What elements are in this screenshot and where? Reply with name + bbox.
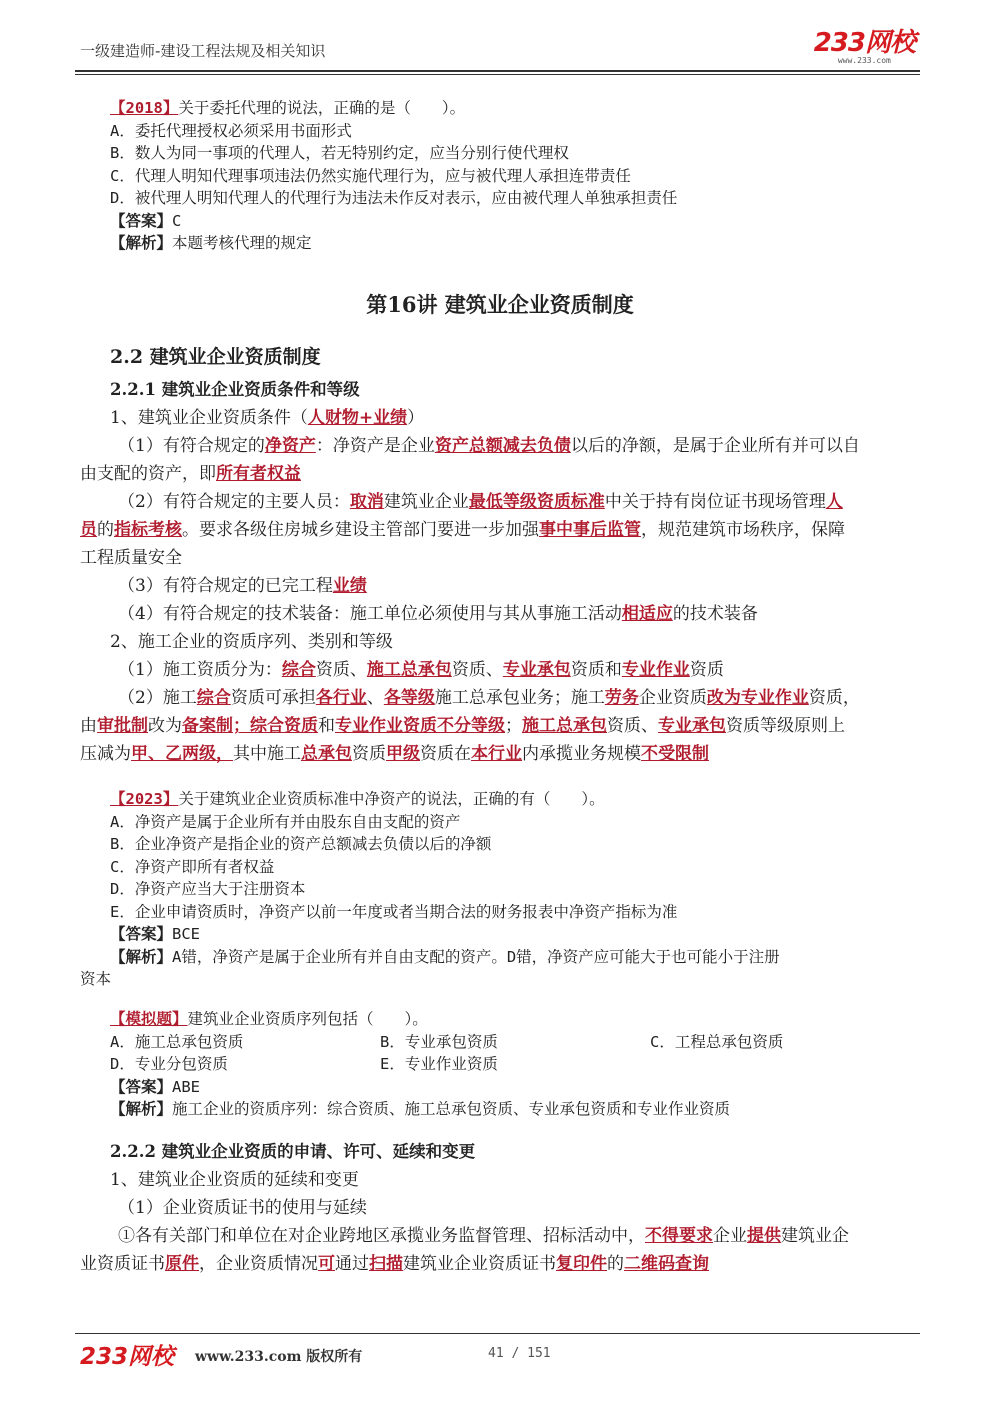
text: 建筑业企业资质证书 xyxy=(403,1254,556,1274)
option-a: A．施工总承包资质 xyxy=(110,1032,244,1051)
highlight: 专业作业资质不分等级 xyxy=(335,716,505,736)
analysis-text: 本题考核代理的规定 xyxy=(172,234,312,252)
text: 以后的净额，是属于企业所有并可以自 xyxy=(570,436,860,456)
option-b: B．企业净资产是指企业的资产总额减去负债以后的净额 xyxy=(110,835,492,853)
text: 资质和 xyxy=(570,660,622,680)
highlight: 最低等级资质标准 xyxy=(468,492,605,512)
question-stem xyxy=(110,1008,925,1031)
highlight: 备案制；综合资质 xyxy=(182,716,318,736)
text: 压减为 xyxy=(80,744,131,764)
highlight: 综合 xyxy=(196,688,231,708)
answer-line xyxy=(80,923,925,946)
answer-tag: 【答案】 xyxy=(110,1077,173,1096)
highlight: 专业承包 xyxy=(502,660,571,680)
highlight: 各等级 xyxy=(383,688,435,708)
header-rule-thin xyxy=(75,74,920,75)
question-tag: 【2023】 xyxy=(110,790,179,808)
question-mock xyxy=(110,1008,925,1121)
options-row-2 xyxy=(110,1053,925,1076)
paragraph-qualification-reform xyxy=(80,684,925,768)
highlight: 甲、乙两级， xyxy=(131,744,233,764)
paragraph-performance xyxy=(80,572,925,600)
option-b: B．专业承包资质 xyxy=(380,1032,498,1051)
option-d: D．净资产应当大于注册资本 xyxy=(110,880,306,898)
answer-tag: 【答案】 xyxy=(110,925,173,943)
section-body xyxy=(110,376,920,404)
analysis-tag: 【解析】 xyxy=(110,1100,173,1118)
stem-text: 关于建筑业企业资质标准中净资产的说法，正确的有（ ）。 xyxy=(178,790,605,808)
text: 、 xyxy=(366,688,384,708)
paragraph-equipment xyxy=(80,600,925,628)
highlight: 甲级 xyxy=(386,744,420,764)
option-c: C．代理人明知代理事项违法仍然实施代理行为，应与被代理人承担连带责任 xyxy=(110,166,631,185)
answer-line xyxy=(110,210,677,233)
item-heading: 1、建筑业企业资质的延续和变更 xyxy=(110,1170,359,1190)
highlight: 专业承包 xyxy=(658,716,726,736)
paragraph-qualification-types xyxy=(80,656,925,684)
highlight: 扫描 xyxy=(369,1254,403,1274)
section-2-2-2 xyxy=(80,1138,925,1278)
analysis-line xyxy=(110,1098,925,1121)
text: ） xyxy=(407,408,425,428)
highlight: 二维码查询 xyxy=(624,1254,709,1274)
text: 的 xyxy=(97,520,114,540)
footer-rule xyxy=(75,1333,920,1334)
highlight: 指标考核 xyxy=(114,520,182,540)
header-rule xyxy=(75,70,920,72)
highlight: 资产总额减去负债 xyxy=(434,436,571,456)
option-c: C．工程总承包资质 xyxy=(650,1032,784,1051)
item-subheading: （1）企业资质证书的使用与延续 xyxy=(118,1198,367,1218)
highlight: 复印件 xyxy=(556,1254,607,1274)
text: 由 xyxy=(80,716,97,736)
option-a: A．净资产是属于企业所有并由股东自由支配的资产 xyxy=(110,812,461,831)
text: 改为 xyxy=(148,716,182,736)
text: （3）有符合规定的已完工程 xyxy=(118,576,333,596)
option-b: B．数人为同一事项的代理人，若无特别约定，应当分别行使代理权 xyxy=(110,144,569,162)
document-header-title: 一级建造师-建设工程法规及相关知识 xyxy=(80,42,326,60)
highlight: 净资产 xyxy=(264,436,316,456)
answer-line xyxy=(110,1076,925,1099)
text: 业资质证书 xyxy=(80,1254,165,1274)
text: ，规范建筑市场秩序，保障 xyxy=(641,520,845,540)
paragraph-net-assets xyxy=(80,432,925,488)
stem-text: 关于委托代理的说法，正确的是（ ）。 xyxy=(178,99,466,117)
answer-value: BCE xyxy=(172,925,201,943)
text: 内承揽业务规模 xyxy=(522,744,641,764)
logo-text: 233网校 xyxy=(813,28,915,58)
option-d: D．被代理人明知代理人的代理行为违法未作反对表示，应由被代理人单独承担责任 xyxy=(110,189,678,207)
paragraph-personnel xyxy=(80,488,925,572)
option-d: D．专业分包资质 xyxy=(110,1055,228,1073)
option-a: A．委托代理授权必须采用书面形式 xyxy=(110,121,352,140)
analysis-text: 施工企业的资质序列：综合资质、施工总承包资质、专业承包资质和专业作业资质 xyxy=(172,1100,731,1118)
text: 中关于持有岗位证书现场管理 xyxy=(604,492,826,512)
text: 的 xyxy=(607,1254,624,1274)
option-e: E．专业作业资质 xyxy=(380,1055,498,1073)
highlight: 员 xyxy=(80,520,97,540)
text: ，企业资质情况 xyxy=(199,1254,318,1274)
text: 资质可承担 xyxy=(230,688,316,708)
page-number: 41 / 151 xyxy=(488,1346,551,1361)
highlight: 施工总承包 xyxy=(522,716,607,736)
highlight: 提供 xyxy=(747,1226,781,1246)
text: 。要求各级住房城乡建设主管部门要进一步加强 xyxy=(182,520,539,540)
highlight: 劳务 xyxy=(604,688,639,708)
analysis-text: A错，净资产是属于企业所有并自由支配的资产。D错，净资产应可能大于也可能小于注册 xyxy=(172,947,780,966)
section-heading: 2.2 建筑业企业资质制度 xyxy=(110,346,321,368)
highlight: 事中事后监管 xyxy=(539,520,641,540)
text: 资质等级原则上 xyxy=(726,716,845,736)
text: 资质 xyxy=(689,660,724,680)
logo-url: www.233.com xyxy=(837,56,891,65)
text: （1）施工资质分为： xyxy=(118,660,282,680)
highlight: 综合 xyxy=(281,660,316,680)
text: （2）有符合规定的主要人员： xyxy=(118,492,350,512)
subsection-heading: 2.2.1 建筑业企业资质条件和等级 xyxy=(110,380,360,399)
text: 工程质量安全 xyxy=(80,548,182,568)
text: 建筑业企业 xyxy=(383,492,469,512)
highlight: 专业作业 xyxy=(621,660,690,680)
text: 的技术装备 xyxy=(672,604,758,624)
text: 企业资质 xyxy=(638,688,707,708)
text: ①各有关部门和单位在对企业跨地区承揽业务监督管理、招标活动中， xyxy=(118,1226,645,1246)
question-2018 xyxy=(110,97,677,255)
question-tag: 【模拟题】 xyxy=(110,1010,188,1028)
highlight: 不得要求 xyxy=(645,1226,713,1246)
text: ：净资产是企业 xyxy=(315,436,435,456)
highlight: 取消 xyxy=(349,492,384,512)
highlight: 原件 xyxy=(165,1254,199,1274)
highlight: 所有者权益 xyxy=(216,464,301,484)
analysis-tag: 【解析】 xyxy=(110,947,173,966)
text: （1）有符合规定的 xyxy=(118,436,265,456)
item-heading-2: 2、施工企业的资质序列、类别和等级 xyxy=(110,632,393,652)
highlight: 人 xyxy=(825,492,843,512)
text: 资质、 xyxy=(451,660,503,680)
highlight: 人财物+业绩 xyxy=(307,408,408,428)
text: （2）施工 xyxy=(118,688,197,708)
question-stem xyxy=(80,788,925,811)
highlight: 相适应 xyxy=(621,604,673,624)
question-stem xyxy=(110,97,677,120)
analysis-line xyxy=(80,946,925,969)
option-c: C．净资产即所有者权益 xyxy=(110,857,275,876)
question-2023 xyxy=(80,788,925,991)
text: 资质， xyxy=(808,688,860,708)
text: ； xyxy=(505,716,522,736)
highlight: 不受限制 xyxy=(641,744,709,764)
option-e: E．企业申请资质时，净资产以前一年度或者当期合法的财务报表中净资产指标为准 xyxy=(110,902,678,921)
text: 和 xyxy=(318,716,335,736)
answer-value: C xyxy=(172,211,182,230)
highlight: 施工总承包 xyxy=(366,660,452,680)
highlight: 业绩 xyxy=(332,576,367,596)
text: 1、建筑业企业资质条件（ xyxy=(110,408,308,428)
paragraph-certificate xyxy=(80,1222,925,1278)
highlight: 可 xyxy=(318,1254,335,1274)
item-heading-1 xyxy=(80,404,925,432)
text: 企业 xyxy=(713,1226,747,1246)
highlight: 各行业 xyxy=(315,688,367,708)
subsection-heading: 2.2.2 建筑业企业资质的申请、许可、延续和变更 xyxy=(110,1142,476,1161)
text: 资质、 xyxy=(315,660,367,680)
text: 施工总承包业务；施工 xyxy=(434,688,605,708)
text: 由支配的资产，即 xyxy=(80,464,216,484)
options-row-1 xyxy=(110,1031,925,1054)
stem-text: 建筑业企业资质序列包括（ ）。 xyxy=(187,1010,428,1028)
lecture-title: 第16讲 建筑业企业资质制度 xyxy=(366,292,634,317)
body-text xyxy=(80,404,925,768)
answer-tag: 【答案】 xyxy=(110,211,173,230)
highlight: 审批制 xyxy=(97,716,148,736)
text: 资质 xyxy=(352,744,386,764)
text: 通过 xyxy=(335,1254,369,1274)
text: （4）有符合规定的技术装备：施工单位必须使用与其从事施工活动 xyxy=(118,604,622,624)
answer-value: ABE xyxy=(172,1077,201,1096)
analysis-line xyxy=(110,232,677,255)
text: 建筑业企 xyxy=(781,1226,849,1246)
analysis-tag: 【解析】 xyxy=(110,234,173,252)
highlight: 总承包 xyxy=(301,744,352,764)
analysis-continuation: 资本 xyxy=(80,970,112,988)
text: 资质在 xyxy=(420,744,471,764)
footer-copyright: www.233.com 版权所有 xyxy=(195,1349,363,1365)
highlight: 改为专业作业 xyxy=(706,688,809,708)
brand-logo xyxy=(814,30,915,65)
footer-logo: 233网校 xyxy=(80,1344,175,1370)
question-tag: 【2018】 xyxy=(110,99,179,117)
text: 其中施工 xyxy=(233,744,301,764)
highlight: 本行业 xyxy=(471,744,522,764)
text: 资质、 xyxy=(607,716,658,736)
